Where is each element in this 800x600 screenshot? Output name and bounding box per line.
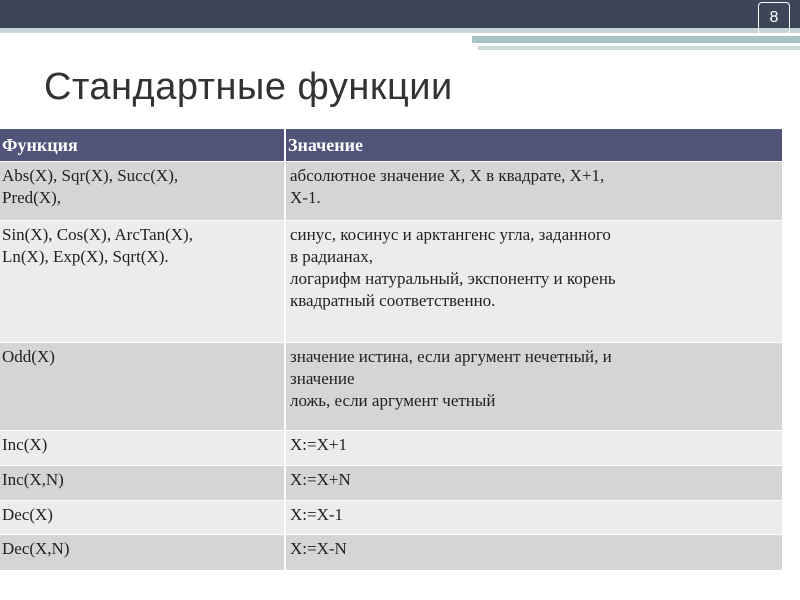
header-value: Значение [285, 129, 782, 162]
decorative-strip [472, 36, 800, 43]
table-row [0, 501, 782, 535]
table-header-row [0, 129, 782, 162]
table-row [0, 466, 782, 501]
function-cell: Dec(X) [0, 501, 285, 535]
decorative-strip-thin [478, 46, 800, 50]
table-row [0, 221, 782, 343]
value-cell: X:=X-N [285, 535, 782, 570]
function-cell: Inc(X) [0, 431, 285, 466]
function-cell: Sin(X), Cos(X), ArcTan(X), Ln(X), Exp(X), Sqrt(X). [0, 221, 285, 343]
function-cell: Dec(X,N) [0, 535, 285, 570]
value-cell: X:=X-1 [285, 501, 782, 535]
header-function: Функция [0, 129, 285, 162]
decorative-line [0, 28, 800, 33]
top-bar [0, 0, 800, 28]
table-row [0, 162, 782, 221]
value-cell: абсолютное значение X, X в квадрате, X+1, X-1. [285, 162, 782, 221]
slide-title: Стандартные функции [44, 66, 453, 108]
table-row [0, 535, 782, 570]
function-cell: Abs(X), Sqr(X), Succ(X), Pred(X), [0, 162, 285, 221]
value-cell: X:=X+1 [285, 431, 782, 466]
table-row [0, 431, 782, 466]
functions-table [0, 129, 782, 570]
table-row [0, 343, 782, 431]
value-cell: значение истина, если аргумент нечетный, и значение ложь, если аргумент четный [285, 343, 782, 431]
value-cell: синус, косинус и арктангенс угла, заданного в радианах, логарифм натуральный, экспоненту и корень квадратный соответственно. [285, 221, 782, 343]
slide-number: 8 [758, 2, 790, 34]
value-cell: X:=X+N [285, 466, 782, 501]
function-cell: Odd(X) [0, 343, 285, 431]
function-cell: Inc(X,N) [0, 466, 285, 501]
